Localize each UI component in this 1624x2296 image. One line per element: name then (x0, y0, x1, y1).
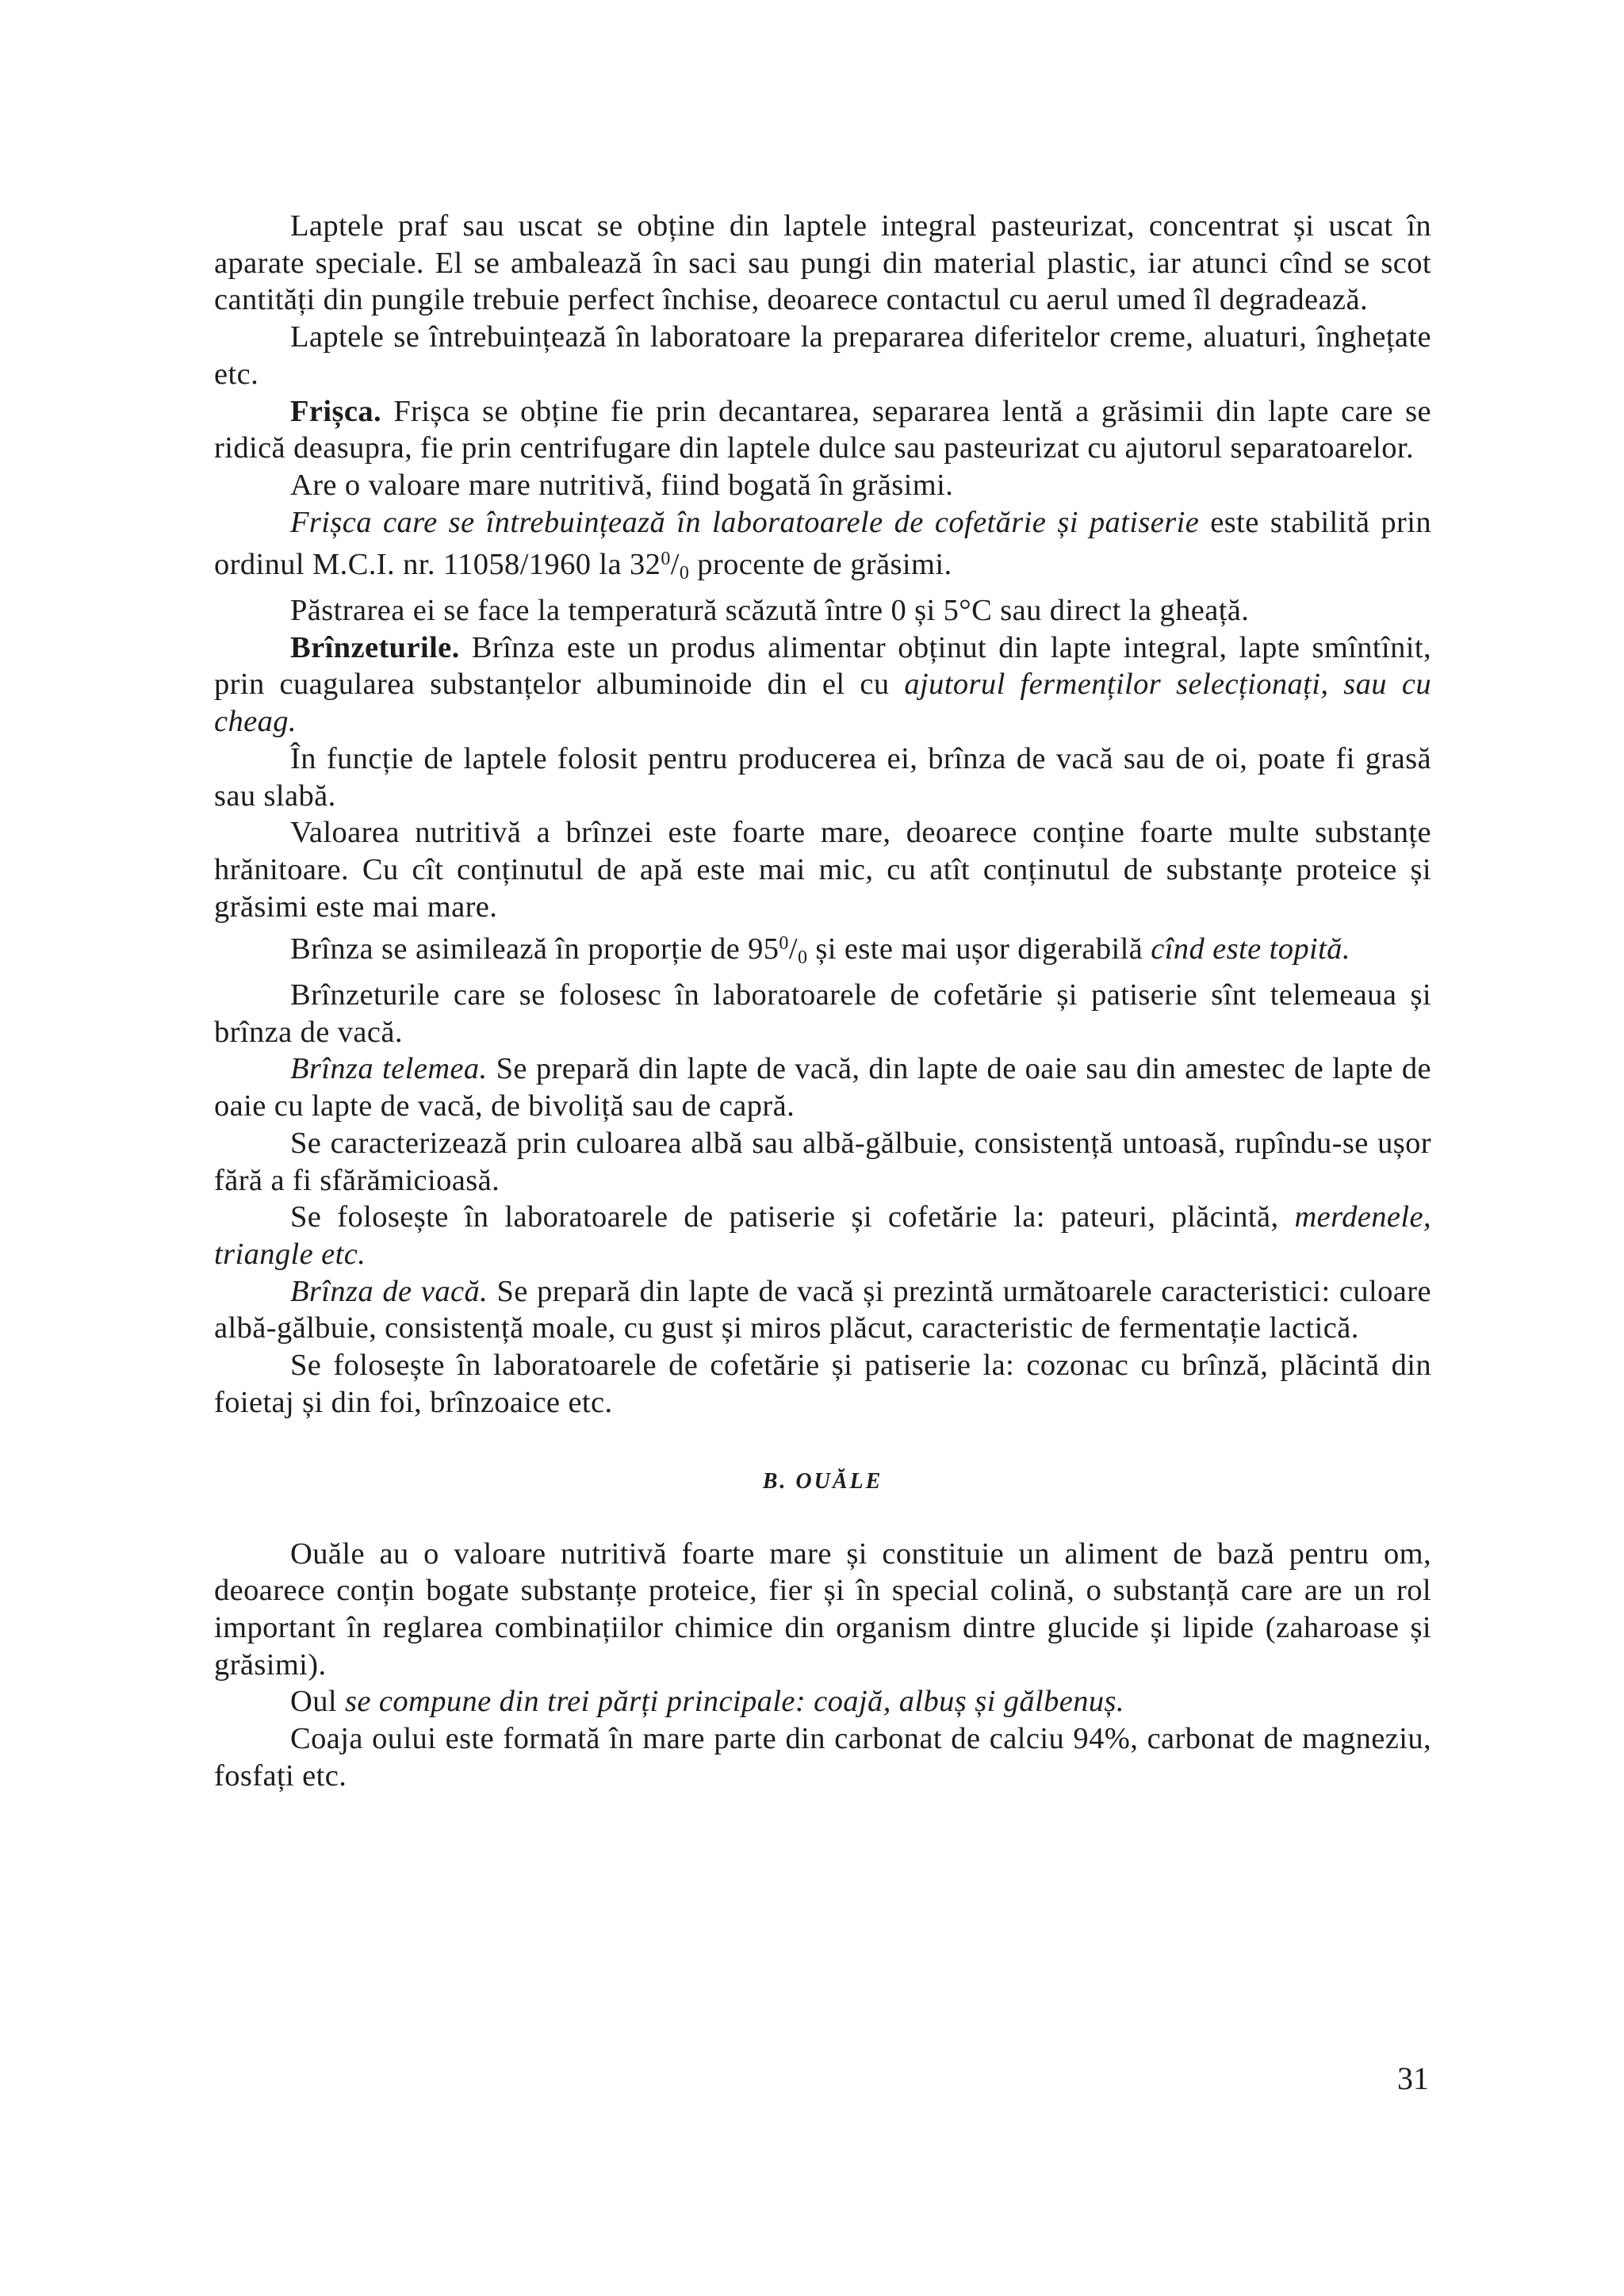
paragraph-cheeses-used: Brînzeturile care se folosesc în laboratoarele de cofetărie și patiserie sînt telemeaua și brînza de vacă. (214, 978, 1431, 1049)
paragraph-cheeses: Brînzeturile. Brînza este un produs alimentar obținut din lapte integral, lapte smîntînit, prin cuagularea substanțelor albuminoide din el cu ajutorul fermenților selecționați, sau cu cheag. (214, 630, 1431, 739)
paragraph-cheese-types: În funcție de laptele folosit pentru producerea ei, brînza de vacă sau de oi, poate fi grasă sau slabă. (214, 741, 1431, 813)
section-label-cream: Frișca. (290, 394, 382, 428)
paragraph-powdered-milk: Laptele praf sau uscat se obține din laptele integral pasteurizat, concentrat și uscat în aparate speciale. El se ambalează în saci sau pungi din material plastic, iar atunci cînd se scot cantități din pungile trebuie perfect închise, deoarece contactul cu aerul umed îl degradează. (214, 209, 1431, 317)
page-number: 31 (1397, 2061, 1429, 2096)
paragraph-eggs: Ouăle au o valoare nutritivă foarte mare și constituie un aliment de bază pentru om, deoarece conțin bogate substanțe proteice, fier și în special colină, o substanță care are un rol important în reglarea combinațiilor chimice din organism dintre glucide și lipide (zaharoase și grăsimi). (214, 1536, 1431, 1682)
paragraph-egg-shell: Coaja oului este formată în mare parte din carbonat de calciu 94%, carbonat de magneziu, fosfați etc. (214, 1722, 1431, 1793)
paragraph-cream: Frișca. Frișca se obține fie prin decantarea, separarea lentă a grăsimii din lapte care se ridică deasupra, fie prin centrifugare din laptele dulce sau pasteurizat cu ajutorul separatoarelor. (214, 394, 1431, 465)
paragraph-telemea-usage: Se folosește în laboratoarele de patiserie și cofetărie la: pateuri, plăcintă, merdenele, triangle etc. (214, 1200, 1431, 1271)
section-label-telemea: Brînza telemea. (290, 1052, 488, 1086)
paragraph-egg-parts: Oul se compune din trei părți principale: coajă, albuș și gălbenuș. (290, 1685, 1124, 1719)
section-label-cow-cheese: Brînza de vacă. (290, 1274, 488, 1308)
paragraph-cow-cheese: Brînza de vacă. Se prepară din lapte de vacă și prezintă următoarele caracteristici: culoare albă-gălbuie, consistență moale, cu gust și miros plăcut, caracteristic de fermentație lactică. (214, 1274, 1431, 1345)
paragraph-cow-cheese-usage: Se folosește în laboratoarele de cofetărie și patiserie la: cozonac cu brînză, plăcintă din foietaj și din foi, brînzoaice etc. (214, 1349, 1431, 1419)
paragraph-telemea-traits: Se caracterizează prin culoarea albă sau albă-gălbuie, consistență untoasă, rupîndu-se ușor fără a fi sfărămicioasă. (214, 1126, 1431, 1197)
paragraph-cream-value: Are o valoare mare nutritivă, fiind bogată în grăsimi. (290, 468, 954, 502)
paragraph-telemea: Brînza telemea. Se prepară din lapte de vacă, din lapte de oaie sau din amestec de lapte de oaie cu lapte de vacă, de bivoliță sau de capră. (214, 1052, 1431, 1123)
paragraph-cream-standard: Frișca care se întrebuințează în laboratoarele de cofetărie și patiserie este stabilită prin ordinul M.C.I. nr. 11058/1960 la $32^0/_0$ procente de grăsimi. (214, 505, 1432, 584)
paragraph-cream-storage: Păstrarea ei se face la temperatură scăzută între 0 și 5°C sau direct la gheață. (290, 594, 1250, 628)
paragraph-cheese-nutrition: Valoarea nutritivă a brînzei este foarte mare, deoarece conține foarte multe substanțe hrănitoare. Cu cît conținutul de apă este mai mic, cu atît conținutul de substanțe proteice și grăsimi este mai mare. (214, 816, 1431, 924)
paragraph-milk-usage: Laptele se întrebuințează în laboratoare la prepararea diferitelor creme, aluaturi, înghețate etc. (214, 320, 1431, 391)
section-heading-eggs: B. OUĂLE (762, 1468, 883, 1494)
section-label-cheeses: Brînzeturile. (290, 630, 460, 664)
page-body (214, 208, 1431, 1794)
paragraph-cheese-assimilation: Brînza se asimilează în proporție de $95^0/_0$ și este mai ușor digerabilă cînd este topită. (290, 932, 1350, 969)
